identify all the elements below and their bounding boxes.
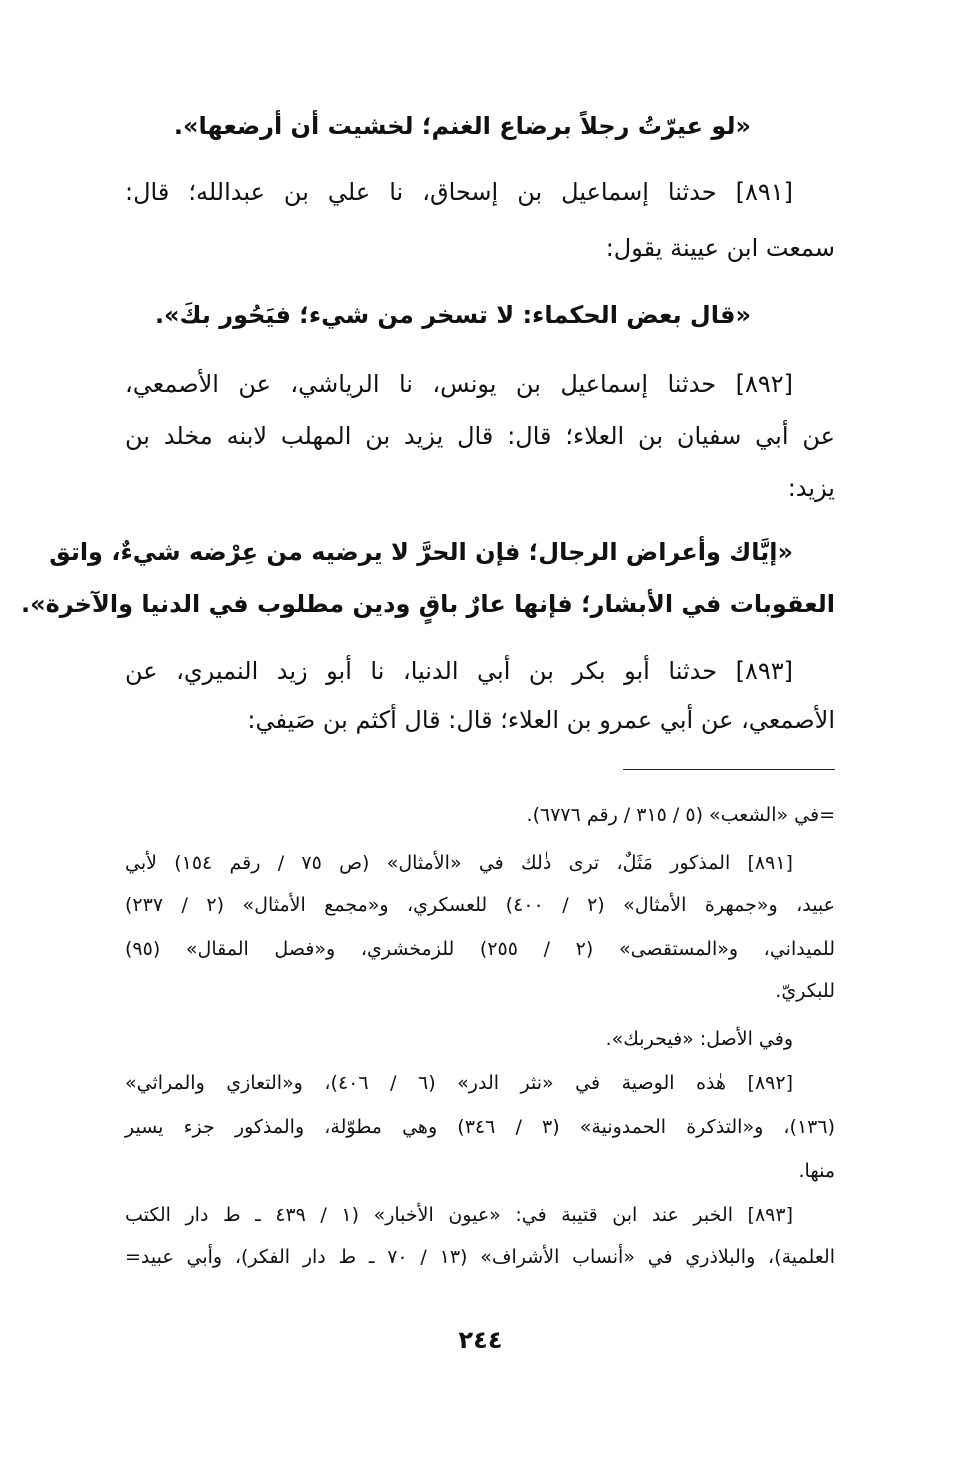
narration-892-line-2: عن أبي سفيان بن العلاء؛ قال: قال يزيد بن المهلب لابنه مخلد بن	[125, 422, 835, 450]
footnote-892-line-1: [٨٩٢] هٰذه الوصية في «نثر الدر» (٦ / ٤٠٦)، و«التعازي والمراثي»	[125, 1072, 794, 1094]
narration-892-line-3: يزيد:	[787, 474, 835, 502]
narration-892-line-1: [٨٩٢] حدثنا إسماعيل بن يونس، نا الرياشي، عن الأصمعي،	[125, 370, 793, 398]
narration-891-line-2: سمعت ابن عيينة يقول:	[605, 234, 835, 262]
narration-893-line-1: [٨٩٣] حدثنا أبو بكر بن أبي الدنيا، نا أبو زيد النميري، عن	[125, 657, 793, 685]
quote-892-line-2: العقوبات في الأبشار؛ فإنها عارٌ باقٍ ودين مطلوب في الدنيا والآخرة».	[20, 590, 835, 618]
footnote-divider	[623, 769, 835, 770]
quote-892-line-1: «إيَّاك وأعراض الرجال؛ فإن الحرَّ لا يرضيه من عِرْضه شيءٌ، واتق	[49, 538, 793, 566]
footnote-891-line-4: للبكريّ.	[775, 980, 835, 1002]
quote-891: «قال بعض الحكماء: لا تسخر من شيء؛ فيَحُور بكَ».	[154, 301, 751, 329]
footnote-893-line-1: [٨٩٣] الخبر عند ابن قتيبة في: «عيون الأخبار» (١ / ٤٣٩ ـ ط دار الكتب	[125, 1204, 793, 1226]
narration-891-line-1: [٨٩١] حدثنا إسماعيل بن إسحاق، نا علي بن عبدالله؛ قال:	[125, 178, 793, 206]
footnote-continuation: =في «الشعب» (٥ / ٣١٥ / رقم ٦٧٧٦).	[526, 804, 835, 826]
footnote-891-line-2: عبيد، و«جمهرة الأمثال» (٢ / ٤٠٠) للعسكري، و«مجمع الأمثال» (٢ / ٢٣٧)	[125, 894, 836, 916]
footnote-892-line-3: منها.	[798, 1160, 835, 1182]
narration-893-line-2: الأصمعي، عن أبي عمرو بن العلاء؛ قال: قال أكثم بن صَيفي:	[247, 706, 835, 734]
page-number: ٢٤٤	[458, 1326, 503, 1354]
footnote-893-line-2: العلمية)، والبلاذري في «أنساب الأشراف» (١٣ / ٧٠ ـ ط دار الفكر)، وأبي عبيد=	[125, 1246, 835, 1268]
footnote-891-note: وفي الأصل: «فيحربك».	[605, 1028, 793, 1050]
footnote-891-line-1: [٨٩١] المذكور مَثَلٌ، ترى ذٰلك في «الأمثال» (ص ٧٥ / رقم ١٥٤) لأبي	[125, 852, 793, 874]
footnote-891-line-3: للميداني، و«المستقصى» (٢ / ٢٥٥) للزمخشري، و«فصل المقال» (٩٥)	[125, 938, 835, 960]
footnote-892-line-2: (١٣٦)، و«التذكرة الحمدونية» (٣ / ٣٤٦) وهي مطوّلة، والمذكور جزء يسير	[125, 1116, 835, 1138]
quote-891-preceding: «لو عيرّتُ رجلاً برضاع الغنم؛ لخشيت أن أرضعها».	[173, 112, 751, 140]
